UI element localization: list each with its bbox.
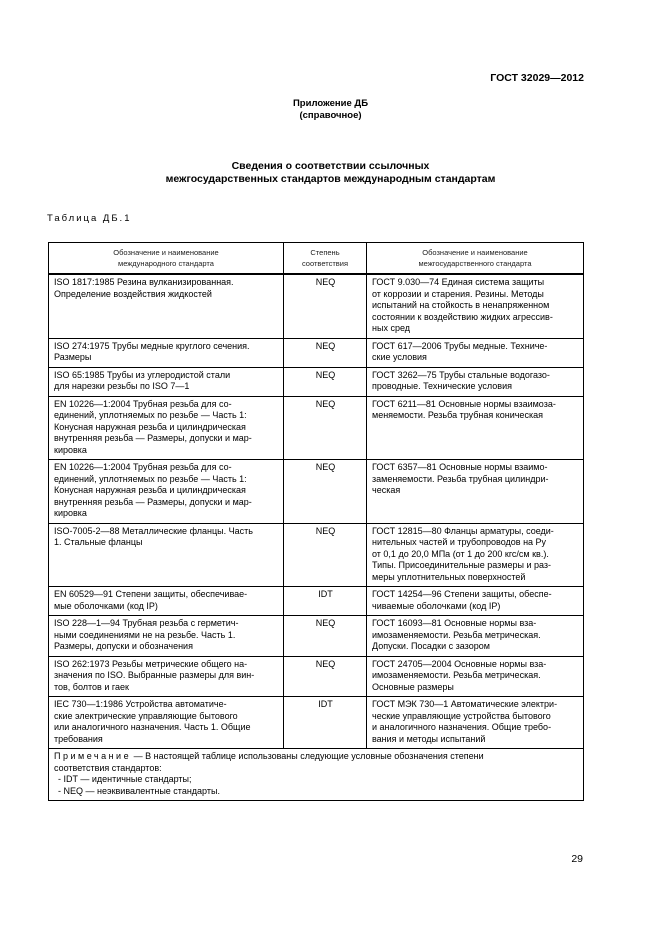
cell-interstate-standard-line: ГОСТ 6357—81 Основные нормы взаимо- bbox=[372, 462, 548, 472]
cell-international-standard-line: ISO 1817:1985 Резина вулканизированная. bbox=[54, 277, 234, 287]
cell-international-standard-line: ISO 274:1975 Трубы медные круглого сечения. bbox=[54, 340, 250, 351]
cell-international-standard-line: для нарезки резьбы по ISO 7—1 bbox=[54, 381, 190, 391]
cell-interstate-standard bbox=[367, 523, 584, 587]
cell-interstate-standard-line: проводные. Технические условия bbox=[372, 381, 512, 391]
cell-interstate-standard-line: вания и методы испытаний bbox=[372, 733, 486, 744]
table-row bbox=[49, 697, 584, 749]
cell-interstate-standard bbox=[367, 274, 584, 338]
cell-interstate-standard-line: чиваемые оболочками (код IP) bbox=[372, 600, 501, 611]
cell-international-standard-line: Определение воздействия жидкостей bbox=[54, 288, 212, 299]
cell-interstate-standard bbox=[367, 587, 584, 616]
cell-interstate-standard-line: испытаний на стойкость в ненапряженном bbox=[372, 300, 550, 310]
cell-interstate-standard-line: ГОСТ 24705—2004 Основные нормы вза- bbox=[372, 658, 547, 669]
table-row bbox=[49, 338, 584, 367]
header-degree-line: соответствия bbox=[301, 259, 349, 268]
cell-interstate-standard-line: ГОСТ 9.030—74 Единая система защиты bbox=[372, 277, 545, 287]
table-row bbox=[49, 274, 584, 338]
cell-international-standard-line: внутренняя резьба — Размеры, допуски и мар- bbox=[54, 496, 252, 507]
cell-interstate-standard bbox=[367, 396, 584, 460]
cell-international-standard-line: единений, уплотняемых по резьбе — Часть 1: bbox=[54, 473, 247, 484]
cell-interstate-standard-line: от 0,1 до 20,0 МПа (от 1 до 200 кгс/см кв.). bbox=[372, 548, 549, 559]
cell-international-standard-line: Размеры bbox=[54, 352, 92, 362]
note-line bbox=[54, 751, 579, 763]
cell-interstate-standard-line: имозаменяемости. Резьба метрическая. bbox=[372, 629, 541, 640]
table-caption: Таблица ДБ.1 bbox=[47, 213, 132, 224]
correspondence-table bbox=[48, 242, 584, 801]
heading-line-2: межгосударственных стандартов международным стандартам bbox=[165, 173, 496, 185]
appendix-title: Приложение ДБ bbox=[292, 98, 369, 109]
cell-international-standard bbox=[49, 460, 284, 524]
note-text: — В настоящей таблице использованы следующие условные обозначения степени bbox=[131, 751, 484, 761]
cell-interstate-standard-line: ГОСТ 14254—96 Степени защиты, обеспе- bbox=[372, 589, 552, 599]
appendix-subtitle: (справочное) bbox=[299, 110, 362, 121]
cell-interstate-standard-line: ных сред bbox=[372, 323, 411, 333]
cell-interstate-standard-line: ГОСТ 6211—81 Основные нормы взаимоза- bbox=[372, 398, 556, 409]
cell-international-standard-line: или аналогичного назначения. Часть 1. Общие bbox=[54, 722, 251, 732]
cell-interstate-standard-line: Типы. Присоединительные размеры и раз- bbox=[372, 560, 552, 570]
table-row bbox=[49, 656, 584, 697]
cell-interstate-standard-line: Допуски. Посадки с зазором bbox=[372, 641, 490, 651]
cell-international-standard-line: EN 10226—1:2004 Трубная резьба для со- bbox=[54, 462, 232, 472]
cell-interstate-standard-line: ческие управляющие устройства бытового bbox=[372, 710, 551, 721]
cell-interstate-standard-line: ГОСТ 12815—80 Фланцы арматуры, соеди- bbox=[372, 525, 554, 536]
page-number: 29 bbox=[571, 853, 583, 865]
cell-interstate-standard bbox=[367, 367, 584, 396]
heading-line-1: Сведения о соответствии ссылочных bbox=[231, 160, 430, 172]
cell-interstate-standard bbox=[367, 616, 584, 657]
cell-degree: NEQ bbox=[284, 523, 367, 587]
cell-degree: IDT bbox=[284, 587, 367, 616]
cell-international-standard-line: кировка bbox=[54, 508, 87, 518]
cell-degree: NEQ bbox=[284, 367, 367, 396]
header-international bbox=[49, 243, 284, 275]
cell-interstate-standard-line: имозаменяемости. Резьба метрическая. bbox=[372, 670, 541, 680]
cell-interstate-standard-line: ГОСТ 617—2006 Трубы медные. Техниче- bbox=[372, 340, 548, 351]
appendix-title-block bbox=[0, 98, 661, 122]
cell-interstate-standard-line: ГОСТ 16093—81 Основные нормы вза- bbox=[372, 618, 537, 628]
note-item: - IDT — идентичные стандарты; bbox=[58, 774, 192, 784]
cell-interstate-standard bbox=[367, 338, 584, 367]
cell-international-standard-line: ISO 228—1—94 Трубная резьба с герметич- bbox=[54, 618, 239, 628]
cell-interstate-standard-line: состоянии к воздействию жидких агрессив- bbox=[372, 311, 553, 322]
table-header bbox=[49, 243, 584, 275]
table-body bbox=[49, 274, 584, 749]
cell-interstate-standard-line: ские условия bbox=[372, 352, 427, 362]
table-row bbox=[49, 523, 584, 587]
header-degree-line: Степень bbox=[310, 248, 340, 257]
cell-international-standard-line: кировка bbox=[54, 444, 87, 455]
header-interstate-line: межгосударственного стандарта bbox=[418, 259, 532, 268]
note-line: соответствия стандартов: bbox=[54, 762, 162, 773]
cell-interstate-standard-line: меры уплотнительных поверхностей bbox=[372, 571, 526, 582]
cell-interstate-standard-line: от коррозии и старения. Резины. Методы bbox=[372, 288, 544, 299]
cell-international-standard bbox=[49, 274, 284, 338]
table-row bbox=[49, 460, 584, 524]
cell-degree: IDT bbox=[284, 697, 367, 749]
table-row bbox=[49, 616, 584, 657]
cell-international-standard bbox=[49, 587, 284, 616]
cell-interstate-standard bbox=[367, 460, 584, 524]
header-international-line: международного стандарта bbox=[118, 259, 214, 268]
document-code: ГОСТ 32029—2012 bbox=[490, 72, 584, 84]
cell-international-standard-line: EN 60529—91 Степени защиты, обеспечивае- bbox=[54, 589, 248, 599]
cell-interstate-standard-line: ГОСТ МЭК 730—1 Автоматические электри- bbox=[372, 699, 558, 709]
cell-international-standard-line: 1. Стальные фланцы bbox=[54, 537, 143, 547]
cell-interstate-standard bbox=[367, 697, 584, 749]
header-international-line: Обозначение и наименование bbox=[113, 248, 219, 257]
cell-international-standard-line: Размеры, допуски и обозначения bbox=[54, 641, 193, 651]
cell-interstate-standard-line: меняемости. Резьба трубная коническая bbox=[372, 410, 543, 420]
table-row bbox=[49, 587, 584, 616]
cell-interstate-standard-line: ГОСТ 3262—75 Трубы стальные водогазо- bbox=[372, 369, 550, 380]
cell-international-standard bbox=[49, 338, 284, 367]
cell-international-standard bbox=[49, 396, 284, 460]
cell-international-standard-line: тов, болтов и гаек bbox=[54, 681, 129, 692]
cell-international-standard-line: Конусная наружная резьба и цилиндрическая bbox=[54, 485, 246, 495]
table-note bbox=[49, 749, 584, 801]
section-heading bbox=[0, 160, 661, 186]
cell-international-standard-line: ISO-7005-2—88 Металлические фланцы. Часть bbox=[54, 525, 253, 536]
cell-international-standard bbox=[49, 656, 284, 697]
table-row bbox=[49, 396, 584, 460]
cell-international-standard-line: требования bbox=[54, 733, 103, 744]
table-row bbox=[49, 367, 584, 396]
cell-international-standard-line: ISO 262:1973 Резьбы метрические общего на- bbox=[54, 658, 248, 669]
cell-degree: NEQ bbox=[284, 396, 367, 460]
cell-international-standard-line: ISO 65:1985 Трубы из углеродистой стали bbox=[54, 369, 231, 380]
header-interstate bbox=[367, 243, 584, 275]
cell-degree: NEQ bbox=[284, 338, 367, 367]
cell-international-standard-line: единений, уплотняемых по резьбе — Часть 1: bbox=[54, 410, 247, 420]
cell-degree: NEQ bbox=[284, 274, 367, 338]
cell-interstate-standard-line: и аналогичного назначения. Общие требо- bbox=[372, 722, 552, 732]
header-degree bbox=[284, 243, 367, 275]
cell-interstate-standard-line: заменяемости. Резьба трубная цилиндри- bbox=[372, 473, 549, 484]
cell-degree: NEQ bbox=[284, 616, 367, 657]
cell-interstate-standard-line: нительных частей и трубопроводов на Ру bbox=[372, 537, 547, 547]
header-row bbox=[49, 243, 584, 275]
cell-international-standard bbox=[49, 697, 284, 749]
cell-international-standard-line: IEC 730—1:1986 Устройства автоматиче- bbox=[54, 699, 227, 709]
cell-degree: NEQ bbox=[284, 460, 367, 524]
cell-international-standard-line: мые оболочками (код IP) bbox=[54, 600, 158, 611]
note-row bbox=[49, 749, 584, 801]
cell-international-standard-line: внутренняя резьба — Размеры, допуски и мар- bbox=[54, 433, 252, 443]
cell-international-standard bbox=[49, 367, 284, 396]
note-label: Примечание bbox=[54, 751, 132, 761]
cell-international-standard-line: EN 10226—1:2004 Трубная резьба для со- bbox=[54, 398, 232, 409]
cell-interstate-standard bbox=[367, 656, 584, 697]
cell-international-standard-line: Конусная наружная резьба и цилиндрическая bbox=[54, 421, 246, 432]
note-item: - NEQ — неэквивалентные стандарты. bbox=[58, 785, 220, 796]
cell-international-standard-line: ские электрические управляющие бытового bbox=[54, 710, 238, 721]
cell-international-standard-line: значения по ISO. Выбранные размеры для вин- bbox=[54, 670, 255, 680]
header-interstate-line: Обозначение и наименование bbox=[422, 248, 528, 257]
cell-international-standard bbox=[49, 523, 284, 587]
cell-international-standard-line: ными соединениями не на резьбе. Часть 1. bbox=[54, 629, 236, 640]
cell-interstate-standard-line: ческая bbox=[372, 485, 401, 495]
cell-degree: NEQ bbox=[284, 656, 367, 697]
cell-interstate-standard-line: Основные размеры bbox=[372, 681, 454, 692]
cell-international-standard bbox=[49, 616, 284, 657]
